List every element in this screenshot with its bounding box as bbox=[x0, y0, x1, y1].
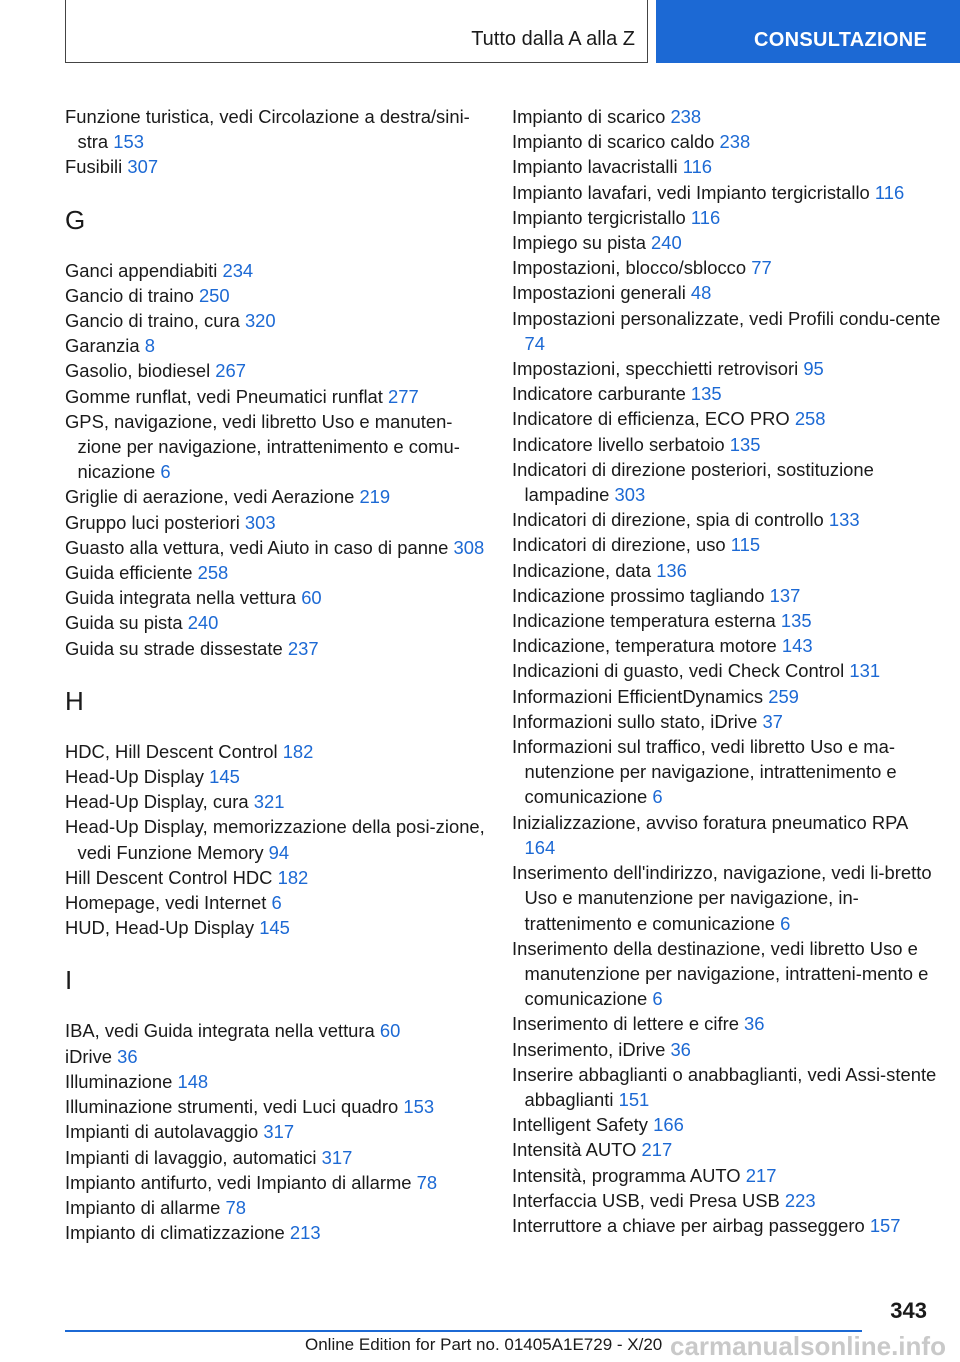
index-entry-text: IBA, vedi Guida integrata nella vettura bbox=[65, 1020, 375, 1042]
index-entry-text: Inserimento della destinazione, vedi libretto Uso e manutenzione per navigazione, intratteni-mento e comunicazione bbox=[512, 937, 929, 1010]
index-entry bbox=[512, 532, 942, 557]
index-entry-text: Garanzia bbox=[65, 335, 140, 357]
index-entry bbox=[65, 1018, 495, 1043]
index-entry-text: Guida su pista bbox=[65, 612, 183, 634]
index-page-link[interactable]: 135 bbox=[780, 610, 812, 632]
index-page-link[interactable]: 60 bbox=[379, 1020, 401, 1042]
index-entry bbox=[512, 1037, 942, 1062]
index-entry-text: Indicatori di direzione, uso bbox=[512, 534, 726, 556]
index-entry-text: Indicatori di direzione, spia di controllo bbox=[512, 509, 824, 531]
index-page-link[interactable]: 145 bbox=[259, 917, 290, 939]
index-entry-text: Indicatore di efficienza, ECO PRO bbox=[512, 408, 790, 430]
index-entry bbox=[65, 1220, 495, 1245]
index-entry bbox=[512, 180, 942, 205]
index-entry-text: Interfaccia USB, vedi Presa USB bbox=[512, 1189, 780, 1211]
index-entry-text: Impianto di climatizzazione bbox=[65, 1222, 285, 1244]
index-page-link[interactable]: 303 bbox=[244, 511, 276, 533]
index-entry bbox=[65, 814, 495, 864]
index-page-link[interactable]: 240 bbox=[187, 612, 219, 634]
index-entry-text: Gomme runflat, vedi Pneumatici runflat bbox=[65, 385, 383, 407]
index-page-link[interactable]: 6 bbox=[271, 892, 282, 914]
index-entry bbox=[512, 306, 942, 356]
index-page-link[interactable]: 317 bbox=[321, 1146, 353, 1168]
index-page-link[interactable]: 78 bbox=[416, 1171, 438, 1193]
index-entry bbox=[65, 610, 495, 635]
index-entry bbox=[512, 457, 942, 507]
index-entry bbox=[65, 636, 495, 661]
index-page-link[interactable]: 135 bbox=[690, 383, 722, 405]
index-page-link[interactable]: 143 bbox=[781, 635, 813, 657]
index-entry bbox=[512, 608, 942, 633]
index-page-link[interactable]: 303 bbox=[614, 484, 646, 506]
index-letter-heading: H bbox=[65, 685, 84, 716]
index-page-link[interactable]: 78 bbox=[225, 1196, 246, 1218]
index-page-link[interactable]: 219 bbox=[359, 486, 391, 508]
index-entry-text: Impianto di scarico bbox=[512, 106, 666, 127]
index-entry bbox=[65, 1094, 495, 1119]
index-entry bbox=[512, 129, 942, 154]
index-entry bbox=[512, 507, 942, 532]
index-entry bbox=[512, 280, 942, 305]
page-number: 343 bbox=[890, 1298, 927, 1323]
index-page-link[interactable]: 250 bbox=[198, 284, 230, 306]
index-entry-text: HDC, Hill Descent Control bbox=[65, 740, 278, 762]
index-page-link[interactable]: 8 bbox=[144, 335, 155, 357]
index-entry-text: Gasolio, biodiesel bbox=[65, 360, 211, 382]
index-page-link[interactable]: 151 bbox=[618, 1088, 650, 1110]
index-entry-text: Informazioni sullo stato, iDrive bbox=[512, 710, 758, 732]
index-entry bbox=[65, 358, 495, 383]
index-page-link[interactable]: 258 bbox=[794, 408, 826, 430]
index-entry-text: Interruttore a chiave per airbag passeggero bbox=[512, 1214, 865, 1236]
header-title-box bbox=[65, 0, 648, 63]
index-entry-text: Impianto lavafari, vedi Impianto tergicristallo bbox=[512, 181, 870, 203]
index-entry bbox=[512, 709, 942, 734]
index-entry-text: Inserimento di lettere e cifre bbox=[512, 1013, 739, 1035]
index-entry bbox=[65, 409, 495, 485]
index-entry-text: Indicazioni di guasto, vedi Check Control bbox=[512, 660, 845, 682]
index-page-link[interactable]: 77 bbox=[751, 257, 772, 279]
index-entry bbox=[512, 860, 942, 936]
index-page-link[interactable]: 277 bbox=[388, 385, 419, 407]
index-entry-text: Head-Up Display, cura bbox=[65, 791, 249, 813]
index-entry bbox=[65, 154, 495, 179]
index-entry bbox=[65, 1195, 495, 1220]
index-entry bbox=[512, 633, 942, 658]
index-entry-text: Intensità AUTO bbox=[512, 1139, 637, 1161]
index-entry-text: Indicatori di direzione posteriori, sostituzione lampadine bbox=[512, 458, 874, 506]
header-section-label: CONSULTAZIONE bbox=[754, 29, 928, 51]
index-page-link[interactable]: 36 bbox=[670, 1038, 691, 1060]
index-entry bbox=[512, 936, 942, 1012]
index-page-link[interactable]: 6 bbox=[780, 912, 791, 934]
index-entry-text: Impianto antifurto, vedi Impianto di allarme bbox=[65, 1171, 412, 1193]
index-entry-text: Gancio di traino bbox=[65, 284, 194, 306]
index-entry-text: Impianto tergicristallo bbox=[512, 206, 686, 228]
index-entry-text: Impostazioni, specchietti retrovisori bbox=[512, 358, 799, 380]
index-entry bbox=[512, 432, 942, 457]
index-entry-text: Inserimento, iDrive bbox=[512, 1038, 666, 1060]
index-entry bbox=[65, 384, 495, 409]
index-page-link[interactable]: 153 bbox=[113, 131, 144, 153]
index-page-link[interactable]: 48 bbox=[690, 282, 712, 304]
index-entry bbox=[512, 1011, 942, 1036]
index-entry-text: Impianto di scarico caldo bbox=[512, 131, 715, 153]
index-page-link[interactable]: 145 bbox=[209, 766, 240, 788]
index-entry-text: Impiego su pista bbox=[512, 232, 646, 254]
index-entry bbox=[65, 1069, 495, 1094]
index-entry bbox=[65, 333, 495, 358]
index-entry-text: Indicatore livello serbatoio bbox=[512, 433, 725, 455]
index-entry-text: Impianto di allarme bbox=[65, 1196, 221, 1218]
index-entry bbox=[65, 1170, 495, 1195]
index-entry-text: Inizializzazione, avviso foratura pneumatico RPA bbox=[512, 811, 908, 833]
index-entry-text: Intensità, programma AUTO bbox=[512, 1164, 741, 1186]
index-entry bbox=[65, 1119, 495, 1144]
index-page-link[interactable]: 116 bbox=[682, 156, 713, 178]
index-page-link[interactable]: 36 bbox=[117, 1045, 138, 1067]
index-entry bbox=[65, 560, 495, 585]
index-entry bbox=[512, 734, 942, 810]
index-column-left bbox=[65, 104, 495, 1245]
index-entry-text: Funzione turistica, vedi Circolazione a destra/sini-stra bbox=[65, 106, 470, 153]
index-page-link[interactable]: 131 bbox=[849, 660, 881, 682]
index-entry bbox=[512, 684, 942, 709]
index-entry-text: Intelligent Safety bbox=[512, 1114, 648, 1136]
index-entry bbox=[65, 484, 495, 509]
index-page-link[interactable]: 317 bbox=[263, 1121, 295, 1143]
index-entry bbox=[65, 865, 495, 890]
index-entry-text: Inserire abbaglianti o anabbaglianti, vedi Assi-stente abbaglianti bbox=[512, 1063, 937, 1110]
index-entry bbox=[65, 283, 495, 308]
index-entry-text: Guasto alla vettura, vedi Aiuto in caso di panne bbox=[65, 536, 449, 558]
index-entry bbox=[512, 1163, 942, 1188]
index-entry bbox=[512, 154, 942, 179]
index-entry-text: iDrive bbox=[65, 1045, 113, 1067]
index-entry bbox=[512, 205, 942, 230]
index-letter-heading: I bbox=[65, 965, 73, 996]
index-entry-text: Illuminazione bbox=[65, 1070, 173, 1092]
index-entry-text: HUD, Head-Up Display bbox=[65, 917, 255, 939]
index-entry bbox=[512, 1188, 942, 1213]
index-entry-text: Illuminazione strumenti, vedi Luci quadro bbox=[65, 1096, 399, 1118]
index-entry-text: Griglie di aerazione, vedi Aerazione bbox=[65, 486, 355, 508]
index-entry-text: Impianti di autolavaggio bbox=[65, 1121, 259, 1143]
index-entry bbox=[512, 1137, 942, 1162]
header-title: Tutto dalla A alla Z bbox=[471, 28, 635, 50]
index-page-link[interactable]: 37 bbox=[762, 710, 783, 732]
index-page-link[interactable]: 95 bbox=[803, 358, 824, 380]
index-page-link[interactable]: 6 bbox=[652, 786, 663, 808]
index-page-link[interactable]: 217 bbox=[745, 1164, 777, 1186]
index-entry-text: Impostazioni generali bbox=[512, 282, 686, 304]
index-entry-text: Informazioni EfficientDynamics bbox=[512, 685, 764, 707]
index-page-link[interactable]: 116 bbox=[690, 206, 721, 228]
index-page-link[interactable]: 116 bbox=[874, 181, 905, 203]
index-page-link[interactable]: 213 bbox=[289, 1222, 321, 1244]
index-entry bbox=[512, 810, 942, 860]
index-entry-text: Impianti di lavaggio, automatici bbox=[65, 1146, 317, 1168]
index-page-link[interactable]: 166 bbox=[653, 1114, 684, 1136]
watermark: carmanualsonline.info bbox=[670, 1331, 946, 1361]
index-entry bbox=[65, 739, 495, 764]
index-page-link[interactable]: 267 bbox=[215, 360, 246, 382]
index-entry-text: Indicazione, temperatura motore bbox=[512, 635, 777, 657]
index-entry-text: GPS, navigazione, vedi libretto Uso e manuten-zione per navigazione, intrattenimento e comu-nicazione bbox=[65, 410, 460, 483]
index-entry-text: Impostazioni personalizzate, vedi Profili condu-cente bbox=[512, 307, 941, 329]
index-page-link[interactable]: 137 bbox=[769, 584, 801, 606]
index-entry-text: Guida efficiente bbox=[65, 562, 193, 584]
index-entry-text: Fusibili bbox=[65, 156, 123, 178]
index-page-link[interactable]: 259 bbox=[768, 685, 799, 707]
index-entry bbox=[512, 381, 942, 406]
index-entry bbox=[512, 1112, 942, 1137]
index-entry bbox=[65, 104, 495, 154]
index-page-link[interactable]: 164 bbox=[524, 836, 556, 858]
index-page-link[interactable]: 217 bbox=[641, 1139, 673, 1161]
index-page-link[interactable]: 148 bbox=[177, 1070, 209, 1092]
index-entry-text: Indicazione, data bbox=[512, 559, 652, 581]
index-page-link[interactable]: 36 bbox=[744, 1013, 765, 1035]
index-page-link[interactable]: 320 bbox=[244, 310, 276, 332]
index-page-link[interactable]: 258 bbox=[197, 562, 229, 584]
index-page-link[interactable]: 223 bbox=[784, 1189, 816, 1211]
index-page-link[interactable]: 157 bbox=[869, 1214, 901, 1236]
index-entry bbox=[65, 258, 495, 283]
index-page-link[interactable]: 133 bbox=[828, 509, 860, 531]
index-page-link[interactable]: 182 bbox=[282, 740, 314, 762]
index-page-link[interactable]: 74 bbox=[524, 332, 545, 354]
index-entry bbox=[512, 104, 942, 129]
index-entry bbox=[65, 789, 495, 814]
index-page-link[interactable]: 240 bbox=[651, 232, 682, 254]
index-entry bbox=[512, 658, 942, 683]
index-entry bbox=[65, 1145, 495, 1170]
index-entry bbox=[512, 230, 942, 255]
index-entry bbox=[512, 558, 942, 583]
index-page-link[interactable]: 136 bbox=[656, 559, 687, 581]
index-page-link[interactable]: 307 bbox=[127, 156, 159, 178]
index-entry-text: Gruppo luci posteriori bbox=[65, 511, 240, 533]
index-page-link[interactable]: 321 bbox=[253, 791, 285, 813]
index-entry-text: Guida integrata nella vettura bbox=[65, 587, 297, 609]
index-entry-text: Ganci appendiabiti bbox=[65, 259, 218, 281]
index-page-link[interactable]: 308 bbox=[453, 536, 485, 558]
index-entry bbox=[65, 510, 495, 535]
index-page-link[interactable]: 60 bbox=[301, 587, 322, 609]
index-entry bbox=[65, 764, 495, 789]
index-entry-text: Indicazione temperatura esterna bbox=[512, 610, 776, 632]
index-page-link[interactable]: 234 bbox=[222, 259, 254, 281]
index-page-link[interactable]: 182 bbox=[277, 866, 309, 888]
index-page-link[interactable]: 6 bbox=[652, 988, 663, 1010]
index-letter-heading: G bbox=[65, 204, 86, 235]
index-entry bbox=[65, 890, 495, 915]
index-column-right bbox=[512, 104, 942, 1238]
index-entry bbox=[512, 406, 942, 431]
index-page-link[interactable]: 135 bbox=[729, 433, 761, 455]
index-entry bbox=[65, 1044, 495, 1069]
index-page-link[interactable]: 238 bbox=[670, 106, 702, 127]
index-entry bbox=[512, 255, 942, 280]
index-page-link[interactable]: 115 bbox=[730, 534, 761, 556]
index-entry bbox=[512, 356, 942, 381]
index-entry bbox=[512, 583, 942, 608]
index-entry-text: Indicazione prossimo tagliando bbox=[512, 584, 765, 606]
index-entry-text: Guida su strade dissestate bbox=[65, 637, 283, 659]
index-entry bbox=[512, 1062, 942, 1112]
index-entry-text: Head-Up Display bbox=[65, 766, 205, 788]
index-entry bbox=[65, 535, 495, 560]
index-entry bbox=[512, 1213, 942, 1238]
index-entry-text: Hill Descent Control HDC bbox=[65, 866, 273, 888]
index-entry bbox=[65, 308, 495, 333]
index-entry-text: Informazioni sul traffico, vedi libretto Uso e ma-nutenzione per navigazione, intrattenimento e comunicazione bbox=[512, 736, 897, 808]
index-page-link[interactable]: 237 bbox=[287, 637, 319, 659]
header-section-tab bbox=[656, 0, 960, 63]
index-entry-text: Indicatore carburante bbox=[512, 383, 686, 405]
index-page-link[interactable]: 153 bbox=[403, 1096, 435, 1118]
index-entry bbox=[65, 915, 495, 940]
index-entry-text: Inserimento dell'indirizzo, navigazione, vedi li-bretto Uso e manutenzione per navigazione, in-trattenimento e comunicazione bbox=[512, 862, 932, 934]
index-entry bbox=[65, 585, 495, 610]
footer-edition: Online Edition for Part no. 01405A1E729 - X/20 bbox=[305, 1335, 663, 1354]
index-entry-text: Impianto lavacristalli bbox=[512, 156, 678, 178]
index-page-link[interactable]: 6 bbox=[160, 461, 171, 483]
index-page-link[interactable]: 238 bbox=[719, 131, 751, 153]
index-entry-text: Impostazioni, blocco/sblocco bbox=[512, 257, 747, 279]
index-page-link[interactable]: 94 bbox=[268, 841, 290, 863]
index-entry-text: Gancio di traino, cura bbox=[65, 310, 240, 332]
index-entry-text: Homepage, vedi Internet bbox=[65, 892, 267, 914]
index-entry-text: Head-Up Display, memorizzazione della posi-zione, vedi Funzione Memory bbox=[65, 816, 485, 863]
